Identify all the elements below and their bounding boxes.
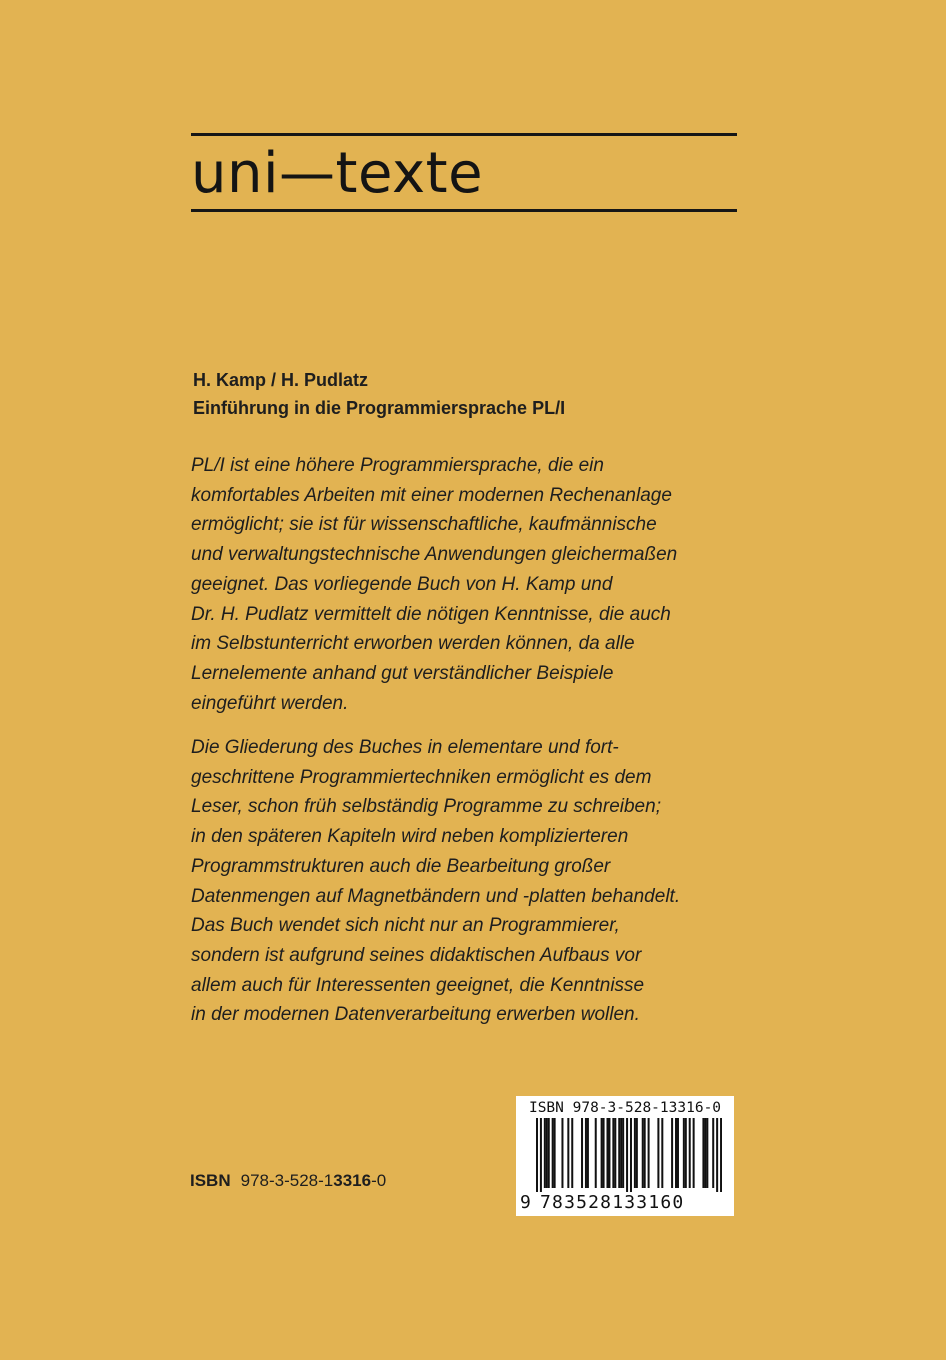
- barcode-bar: [685, 1118, 687, 1188]
- isbn-number-suffix: -0: [371, 1171, 387, 1190]
- barcode-bar: [552, 1118, 554, 1188]
- barcode-bar: [620, 1118, 622, 1188]
- barcode-bar: [544, 1118, 546, 1188]
- book-meta: [193, 366, 565, 422]
- barcode-bar: [561, 1118, 563, 1188]
- blurb-line: ermöglicht; sie ist für wissenschaftliche, kaufmännische: [191, 514, 657, 536]
- isbn-text: [190, 1170, 386, 1192]
- barcode-bar: [606, 1118, 608, 1188]
- barcode-bar: [595, 1118, 597, 1188]
- barcode-bar: [536, 1118, 538, 1192]
- barcode-bar: [712, 1118, 714, 1188]
- barcode-bar: [704, 1118, 706, 1188]
- barcode-first-digit: 9: [520, 1192, 531, 1213]
- barcode-bar: [693, 1118, 695, 1188]
- isbn-label: ISBN: [190, 1171, 231, 1190]
- blurb-paragraph-1: [191, 451, 677, 718]
- barcode-bar: [661, 1118, 663, 1188]
- barcode-isbn-text: ISBN 978-3-528-13316-0: [528, 1100, 722, 1116]
- barcode-bar: [581, 1118, 583, 1188]
- barcode-bar: [618, 1118, 620, 1188]
- barcode-bar: [612, 1118, 614, 1188]
- blurb-line: geeignet. Das vorliegende Buch von H. Kamp und: [191, 573, 613, 595]
- barcode-bar: [571, 1118, 573, 1188]
- barcode-bar: [622, 1118, 624, 1188]
- blurb-line: PL/I ist eine höhere Programmiersprache, die ein: [191, 455, 604, 476]
- barcode-bar: [601, 1118, 603, 1188]
- barcode-bar: [554, 1118, 556, 1188]
- blurb-line: in der modernen Datenverarbeitung erwerben wollen.: [191, 1004, 640, 1026]
- book-title: Einführung in die Programmiersprache PL/I: [193, 398, 566, 418]
- barcode-bar: [689, 1118, 691, 1188]
- barcode-bar: [603, 1118, 605, 1188]
- blurb-line: komfortables Arbeiten mit einer modernen Rechenanlage: [191, 484, 672, 506]
- barcode-bar: [585, 1118, 587, 1188]
- blurb-line: Das Buch wendet sich nicht nur an Programmierer,: [191, 915, 620, 937]
- barcode-bar: [702, 1118, 704, 1188]
- barcode-bar: [546, 1118, 548, 1188]
- barcode-bar: [626, 1118, 628, 1192]
- barcode-bar: [642, 1118, 644, 1188]
- barcode-bar: [548, 1118, 550, 1188]
- authors: H. Kamp / H. Pudlatz: [193, 370, 369, 390]
- blurb-line: eingeführt werden.: [191, 692, 349, 714]
- blurb-line: Datenmengen auf Magnetbändern und -platten behandelt.: [191, 885, 681, 907]
- blurb-line: sondern ist aufgrund seines didaktischen Aufbaus vor: [191, 944, 642, 966]
- isbn-number-bold: 3316: [333, 1171, 372, 1190]
- blurb-line: Lernelemente anhand gut verständlicher Beispiele: [191, 662, 614, 684]
- barcode-bar: [644, 1118, 646, 1188]
- barcode-bars: [536, 1118, 722, 1192]
- barcode-bar: [608, 1118, 610, 1188]
- top-rule: [191, 133, 737, 136]
- barcode-bar: [683, 1118, 685, 1188]
- isbn-number-prefix: 978-3-528-1: [240, 1171, 334, 1190]
- barcode-bar: [716, 1118, 718, 1192]
- blurb-line: Leser, schon früh selbständig Programme zu schreiben;: [191, 796, 661, 818]
- barcode-bar: [675, 1118, 677, 1188]
- blurb-line: in den späteren Kapiteln wird neben komplizierteren: [191, 826, 629, 848]
- blurb-line: allem auch für Interessenten geeignet, die Kenntnisse: [191, 974, 645, 996]
- barcode-bar: [634, 1118, 636, 1188]
- blurb-paragraph-2: [191, 733, 680, 1030]
- barcode-bar: [614, 1118, 616, 1188]
- bottom-rule: [191, 209, 737, 212]
- barcode-bar: [587, 1118, 589, 1188]
- blurb-line: Programmstrukturen auch die Bearbeitung großer: [191, 855, 611, 877]
- blurb-line: und verwaltungstechnische Anwendungen gleichermaßen: [191, 544, 678, 566]
- blurb-line: Dr. H. Pudlatz vermittelt die nötigen Kenntnisse, die auch: [191, 603, 671, 625]
- barcode-bar: [630, 1118, 632, 1192]
- barcode-bar: [636, 1118, 638, 1188]
- blurb-line: im Selbstunterricht erworben werden können, da alle: [191, 633, 635, 655]
- barcode-bar: [706, 1118, 708, 1188]
- barcode-bar: [648, 1118, 650, 1188]
- barcode-bar: [657, 1118, 659, 1188]
- barcode-bar: [540, 1118, 542, 1192]
- barcode-bar: [720, 1118, 722, 1192]
- barcode-digit-string: 783528133160: [540, 1192, 685, 1213]
- barcode-bar: [567, 1118, 569, 1188]
- barcode-bar: [677, 1118, 679, 1188]
- barcode-bar: [671, 1118, 673, 1188]
- series-title: uni—texte: [191, 141, 484, 206]
- barcode: [516, 1096, 734, 1216]
- blurb-line: Die Gliederung des Buches in elementare und fort-: [191, 737, 619, 758]
- blurb-line: geschrittene Programmiertechniken ermöglicht es dem: [191, 766, 652, 788]
